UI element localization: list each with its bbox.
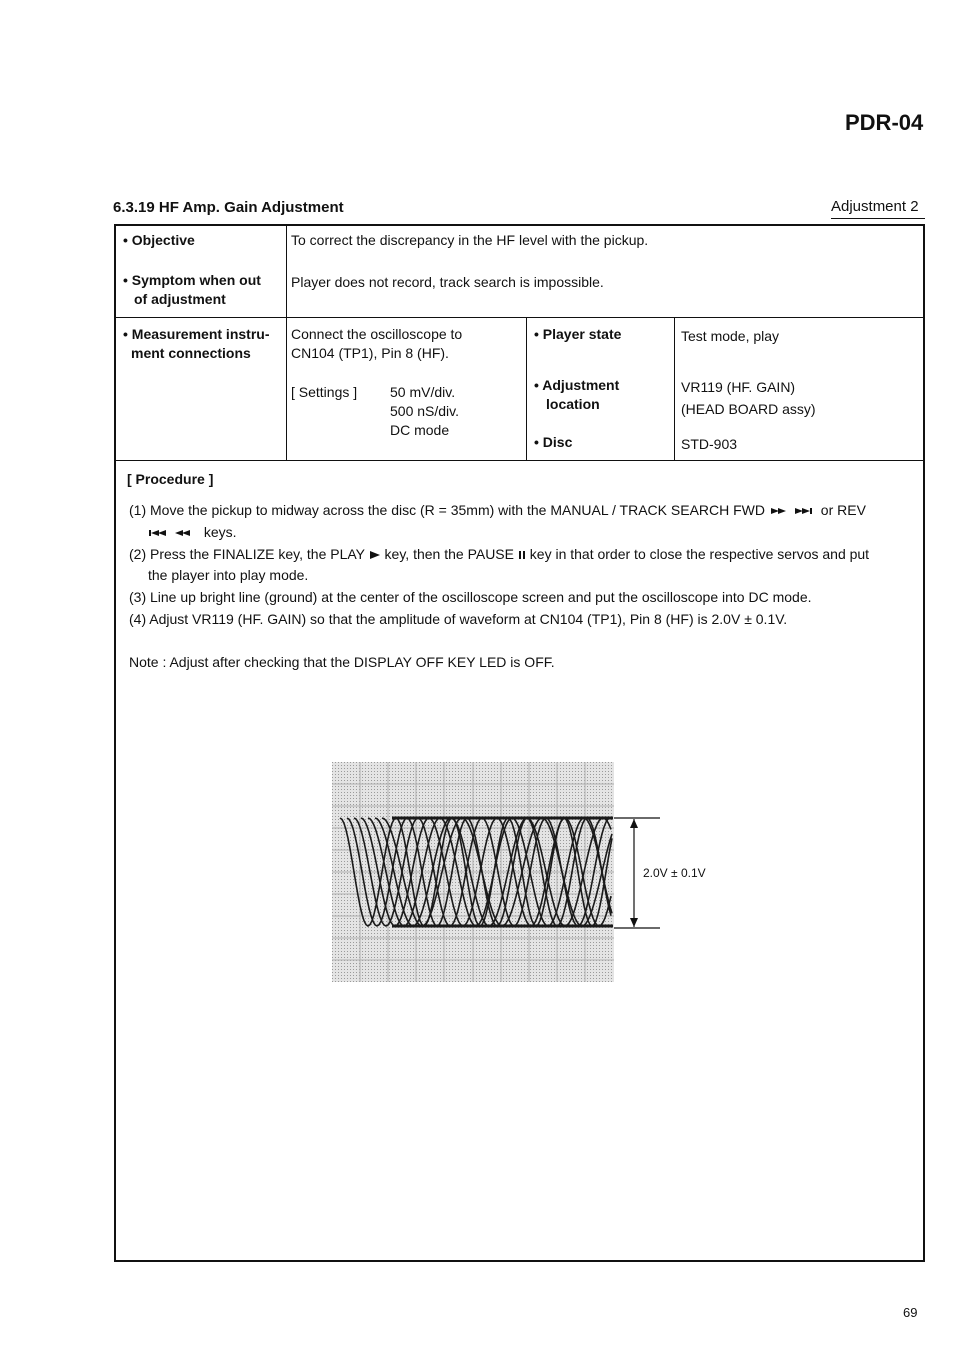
- objective-text: To correct the discrepancy in the HF level with the pickup.: [291, 232, 649, 248]
- procedure-note: Note : Adjust after checking that the DISPLAY OFF KEY LED is OFF.: [129, 654, 555, 670]
- measurement-label: • Measurement instru-: [123, 326, 270, 342]
- table-divider-2: [114, 460, 925, 461]
- player-state-label: • Player state: [534, 326, 622, 342]
- step-1-or-rev: or REV: [820, 502, 866, 518]
- section-title: 6.3.19 HF Amp. Gain Adjustment: [113, 199, 344, 216]
- connection-line-1: Connect the oscilloscope to: [291, 326, 463, 342]
- procedure-step-1-cont: [148, 521, 237, 543]
- table-col-divider-3: [674, 317, 675, 460]
- procedure-step-1: [129, 499, 866, 521]
- page-number: 69: [903, 1305, 918, 1320]
- adjustment-location-label: • Adjustment: [534, 377, 620, 393]
- table-divider-1: [114, 317, 925, 318]
- step-2-text-b: key, then the PAUSE: [384, 546, 514, 562]
- procedure-step-2: [129, 543, 869, 565]
- symptom-label: • Symptom when out: [123, 272, 261, 288]
- disc-value: STD-903: [681, 436, 738, 452]
- adjustment-location-value-cont: (HEAD BOARD assy): [681, 401, 816, 417]
- player-state-value: Test mode, play: [681, 328, 780, 344]
- disc-label: • Disc: [534, 434, 573, 450]
- step-2-text-a: (2) Press the FINALIZE key, the PLAY: [129, 546, 365, 562]
- symptom-label-cont: of adjustment: [134, 291, 226, 307]
- table-col-divider-2: [526, 317, 527, 460]
- fast-forward-skip-icon: [769, 506, 817, 516]
- amplitude-label: 2.0V ± 0.1V: [643, 866, 706, 880]
- step-1-text: (1) Move the pickup to midway across the disc (R = 35mm) with the MANUAL / TRACK SEARCH FWD: [129, 502, 766, 518]
- step-1-keys: keys.: [203, 524, 237, 540]
- setting-mode: DC mode: [390, 422, 450, 438]
- setting-time: 500 nS/div.: [390, 403, 460, 419]
- adjustment-underline: [831, 218, 925, 219]
- connection-line-2: CN104 (TP1), Pin 8 (HF).: [291, 345, 449, 361]
- adjustment-location-label-cont: location: [546, 396, 600, 412]
- rewind-skip-icon: [148, 528, 200, 538]
- measurement-label-cont: ment connections: [131, 345, 251, 361]
- adjustment-location-value: VR119 (HF. GAIN): [681, 379, 796, 395]
- play-icon: [369, 550, 381, 560]
- table-col-divider-1: [286, 224, 287, 460]
- procedure-step-4: (4) Adjust VR119 (HF. GAIN) so that the amplitude of waveform at CN104 (TP1), Pin 8 (HF) is 2.0V ± 0.1V.: [129, 611, 788, 627]
- step-2-text-c: key in that order to close the respective servos and put: [529, 546, 870, 562]
- adjustment-frame: [114, 224, 925, 1262]
- symptom-text: Player does not record, track search is impossible.: [291, 274, 604, 290]
- adjustment-label: Adjustment 2: [831, 198, 919, 215]
- procedure-step-3: (3) Line up bright line (ground) at the center of the oscilloscope screen and put the oscilloscope into DC mode.: [129, 589, 812, 605]
- procedure-step-2-cont: the player into play mode.: [148, 567, 309, 583]
- objective-label: • Objective: [123, 232, 195, 248]
- oscilloscope-waveform: [332, 762, 614, 982]
- procedure-heading: [ Procedure ]: [127, 471, 214, 487]
- pause-icon: [518, 550, 526, 560]
- setting-volts: 50 mV/div.: [390, 384, 456, 400]
- model-name: PDR-04: [845, 110, 924, 135]
- settings-label: [ Settings ]: [291, 384, 358, 400]
